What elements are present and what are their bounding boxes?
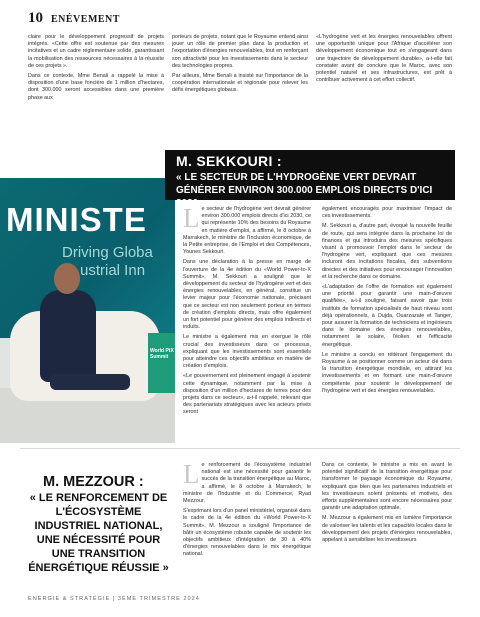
paragraph: S'exprimant lors d'un panel ministériel, organisé dans le cadre de la 4e édition du «World Power-to-X Summit», M. Mezzour a souligné l'importance de bâtir un écosystème robuste capable de soutenir les objectifs ambitieux d'intégration de 30 à 40% d'énergies renouvelables dans le mix énergétique national.: [183, 508, 311, 558]
paragraph: Le ministre a conclu en réitérant l'engagement du Royaume à se positionner comme un acteur clé dans la transition énergétique mondiale, en attirant les investissements et en formant une main-d'œuvre compétente pour soutenir le développement de l'hydrogène vert et des énergies renouvelables.: [322, 351, 452, 394]
top-column-2: [172, 34, 308, 98]
paragraph: «L'hydrogène vert et les énergies renouvelables offrent une opportunité unique pour l'Afrique d'accélérer son développement économique tout en s'engageant dans une trajectoire de développement durable», a-t-elle fait constater avant de conclure que le Maroc, avec son potentiel naturel et ses infrastructures, est prêt à contribuer activement à cet effort collectif.: [316, 34, 452, 84]
paragraph: Par ailleurs, Mme Benali a insisté sur l'importance de la coopération internationale et régionale pour relever les défis énergétiques globaux.: [172, 73, 308, 94]
paragraph: claire pour le développement progressif de projets intégrés. «Cette offre est soutenue par des mesures incitatives et un cadre réglementaire solide, garantissant la mobilisation des ressources nécessaires à la réussite de ces projets ».: [28, 34, 164, 69]
page-number: 10: [28, 10, 43, 26]
top-column-3: [316, 34, 452, 87]
dropcap: L: [183, 459, 200, 489]
photo-panel-text: World PtX Summit: [150, 348, 174, 360]
headline-1-quote: « LE SECTEUR DE L'HYDROGÈNE VERT DEVRAIT GÉNÉRER ENVIRON 300.000 EMPLOIS DIRECTS D'ICI 2030 »: [176, 172, 433, 209]
article-1-column-1: [183, 203, 311, 420]
paragraph: «Le gouvernement est pleinement engagé à soutenir cette dynamique, notamment par la mise à disposition d'un million d'hectares de terres pour des projets dans ce secteur», a-t-il rappelé, relevant que des partenariats stratégiques avec les acteurs privés seront: [183, 373, 311, 416]
photo-screen-line-2: ustrial Inn: [80, 262, 146, 279]
paragraph: [183, 203, 311, 256]
paragraph: [183, 459, 311, 505]
paragraph: M. Mezzour a également mis en lumière l'importance de valoriser les talents et les capacités locales dans le développement des projets d'énergies renouvelables, appelant à sensibiliser les investisseurs: [322, 515, 452, 544]
paragraph: Le ministre a également mis en exergue le rôle crucial des investisseurs dans ce processus, expliquant que les investissements sont essentiels pour atteindre ces objectifs ambitieux en matière de création d'emplois.: [183, 334, 311, 370]
top-column-1: [28, 34, 164, 105]
article-2-column-2: [322, 462, 452, 547]
paragraph: Dans ce contexte, Mme Benali a rappelé la mise à disposition d'une base foncière de 1 million d'hectares, dont 300.000 seront accessibles dans une première phase aux: [28, 73, 164, 101]
paragraph: porteurs de projets, notant que le Royaume entend ainsi jouer un rôle de premier plan dans la production et l'exportation d'énergies renouvelables, tout en renforçant son attractivité pour les investissements dans le secteur des technologies propres.: [172, 34, 308, 69]
article-1-column-2: [322, 206, 452, 398]
photo-speaker-head: [54, 263, 80, 294]
headline-2-quote: « LE RENFORCEMENT DE L'ÉCOSYSTÈME INDUSTRIEL NATIONAL, UNE NÉCESSITÉ POUR UNE TRANSITION ÉNERGÉTIQUE RÉUSSIE »: [28, 492, 169, 574]
page-footer: ENERGIE & STRATÉGIE | 3ÈME TRIMESTRE 2024: [28, 596, 200, 602]
article-photo: [0, 178, 175, 443]
paragraph: M. Sekkouri a, d'autre part, évoqué la nouvelle feuille de route, qui sera intégrée dans la prochaine loi de finances et qui introduira des mesures spécifiques visant à promouvoir l'emploi dans le secteur de l'hydrogène vert, expliquant que ces mesures incluront des incitations fiscales, des subventions directes et des initiatives pour encourager l'innovation et la recherche dans ce domaine.: [322, 223, 452, 280]
page-header: [28, 10, 120, 26]
section-title: ENÉVEMENT: [51, 14, 120, 25]
section-divider: [20, 448, 460, 449]
photo-screen-line-1: Driving Globa: [62, 244, 153, 261]
photo-summit-panel: [148, 333, 175, 393]
photo-speaker-body: [40, 290, 96, 382]
paragraph: «L'adaptation de l'offre de formation est également une priorité pour garantir une main-d'œuvre qualifiée», a-t-il souligné, faisant savoir que trois instituts de formation spécialisés de haut niveau sont déjà opérationnels, à Oujda, Ouarzazate et Tanger, pour assurer la formation de techniciens et ingénieurs dans le domaine des énergies renouvelables, notamment le solaire, l'éolien et l'efficacité énergétique.: [322, 284, 452, 348]
article-2-column-1: [183, 459, 311, 562]
paragraph-text: e renforcement de l'écosystème industriel national est une nécessité pour garantir le succès de la transition énergétique au Maroc, a affirmé, le 8 octobre à Marrakech, le ministre de l'Industrie et du Commerce, Ryad Mezzour.: [183, 462, 311, 505]
photo-speaker-legs: [50, 374, 130, 390]
paragraph: Dans une déclaration à la presse en marge de l'ouverture de la 4e édition du «World Power-to-X Summit», M. Sekkouri a souligné que le développement du secteur de l'hydrogène vert et des énergies renouvelables, en général, constitue un levier majeur pour l'économie nationale, précisant que ce secteur est non seulement porteur en termes de création d'emplois directs, mais offre également un fort potentiel pour générer des emplois indirects et induits.: [183, 259, 311, 331]
paragraph-text: e secteur de l'hydrogène vert devrait générer environ 300.000 emplois directs d'ici 2030, ce qui représente 10% des besoins du Royaume en matière d'emploi, a affirmé, le 8 octobre à Marrakech, le ministre de l'Inclusion économique, de la Petite entreprise, de l'Emploi et des Compétences, Younes Sekkouri.: [183, 206, 311, 256]
paragraph: également encouragés pour maximiser l'impact de ces investissements.: [322, 206, 452, 220]
paragraph: Dans ce contexte, le ministre a mis en avant le potentiel significatif de la transition énergétique pour transformer le paysage économique du Royaume, expliquant que bien que les partenaires industriels et les investisseurs soient présents et motivés, des efforts supplémentaires sont encore nécessaires pour garantir une adaptation optimale.: [322, 462, 452, 512]
headline-1-name: M. SEKKOURI :: [176, 153, 282, 169]
dropcap: L: [183, 203, 200, 233]
headline-2-name: M. MEZZOUR :: [43, 474, 144, 490]
photo-screen-title: MINISTE: [6, 201, 147, 238]
